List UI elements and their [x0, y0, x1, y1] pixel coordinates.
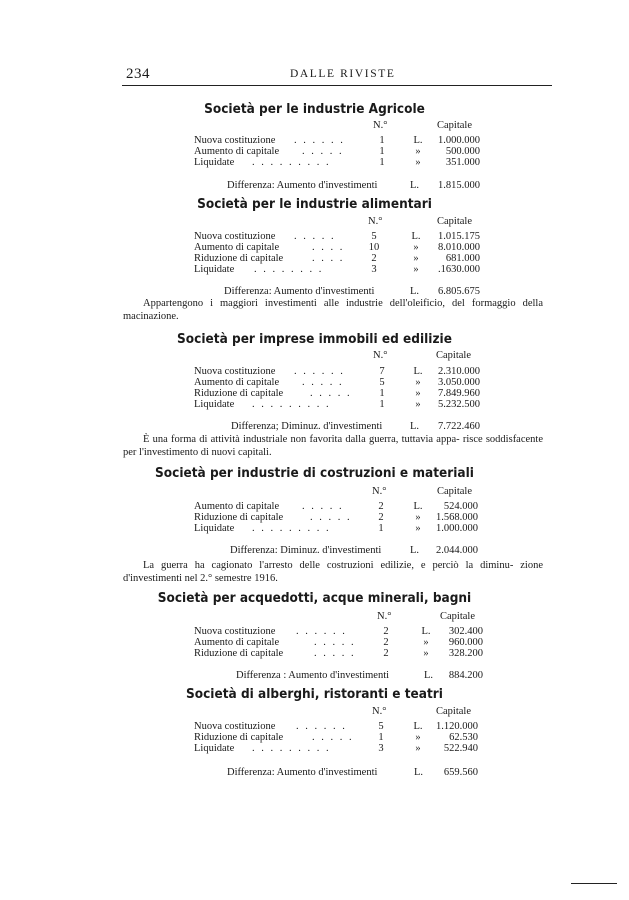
footer-rule: [571, 883, 617, 884]
column-header-number: N.°: [373, 350, 388, 361]
row-amount: 2.310.000: [438, 366, 480, 377]
difference-amount: 7.722.460: [438, 421, 480, 432]
table-row: [0, 501, 629, 512]
column-header-capital: Capitale: [436, 350, 471, 361]
difference-currency: L.: [410, 180, 420, 191]
row-label: Nuova costituzione: [194, 135, 276, 146]
row-currency: »: [413, 242, 419, 253]
row-currency: L.: [413, 366, 423, 377]
row-count: 3: [371, 264, 377, 275]
row-currency: »: [415, 399, 421, 410]
row-amount: 62.530: [449, 732, 478, 743]
table-row: [0, 157, 629, 168]
row-label: Riduzione di capitale: [194, 388, 284, 399]
row-currency: »: [413, 253, 419, 264]
row-count: 5: [379, 377, 385, 388]
column-header-number: N.°: [377, 611, 392, 622]
difference-currency: L.: [410, 421, 420, 432]
row-label: Riduzione di capitale: [194, 253, 284, 264]
row-label: Liquidate: [194, 523, 235, 534]
row-label: Aumento di capitale: [194, 146, 280, 157]
leader-dots: . . . . .: [314, 637, 356, 648]
row-label: Liquidate: [194, 157, 235, 168]
row-amount: 3.050.000: [438, 377, 480, 388]
row-count: 1: [379, 146, 385, 157]
row-label: Liquidate: [194, 743, 235, 754]
difference-amount: 1.815.000: [438, 180, 480, 191]
row-amount: 302.400: [448, 626, 483, 637]
section-title-acquedotti: Società per acquedotti, acque minerali, bagni: [157, 590, 472, 606]
row-label: Riduzione di capitale: [194, 648, 284, 659]
column-header-capital: Capitale: [437, 216, 472, 227]
row-amount: 1.000.000: [436, 523, 478, 534]
row-count: 3: [378, 743, 384, 754]
table-row: [0, 264, 629, 275]
row-count: 10: [368, 242, 380, 253]
difference-label: Differenza : Aumento d'investimenti: [236, 670, 390, 681]
difference-label: Differenza: Diminuz. d'investimenti: [230, 545, 382, 556]
leader-dots: . . . .: [312, 242, 345, 253]
row-currency: »: [415, 157, 421, 168]
paragraph: La guerra ha cagionato l'arresto delle costruzioni edilizie, e perciò la diminu- zione d'investimenti nel 2.° semestre 1916.: [123, 560, 543, 584]
row-amount: 1.015.175: [438, 231, 480, 242]
row-amount: 500.000: [445, 146, 480, 157]
leader-dots: . . . . . .: [296, 721, 347, 732]
table-row: [0, 648, 629, 659]
row-count: 2: [383, 648, 389, 659]
difference-label: Differenza: Aumento d'investimenti: [227, 180, 378, 191]
row-currency: »: [413, 264, 419, 275]
row-count: 5: [371, 231, 377, 242]
difference-label: Differenza: Aumento d'investimenti: [227, 767, 378, 778]
row-count: 5: [378, 721, 384, 732]
row-label: Nuova costituzione: [194, 366, 276, 377]
row-currency: L.: [413, 501, 423, 512]
row-amount: 1.568.000: [436, 512, 478, 523]
row-count: 2: [378, 501, 384, 512]
table-row: [0, 366, 629, 377]
leader-dots: . . . . .: [310, 388, 352, 399]
row-amount: 524.000: [443, 501, 478, 512]
leader-dots: . . . . . .: [294, 135, 345, 146]
leader-dots: . . . . . . . .: [254, 264, 324, 275]
table-row: [0, 146, 629, 157]
leader-dots: . . . .: [312, 253, 345, 264]
row-currency: »: [415, 732, 421, 743]
table-row: [0, 626, 629, 637]
difference-amount: 884.200: [448, 670, 483, 681]
row-currency: L.: [413, 135, 423, 146]
row-count: 1: [378, 523, 384, 534]
difference-amount: 2.044.000: [436, 545, 478, 556]
leader-dots: . . . . . . . . .: [252, 399, 331, 410]
running-title: DALLE RIVISTE: [290, 68, 396, 80]
row-amount: 522.940: [443, 743, 478, 754]
difference-currency: L.: [410, 545, 420, 556]
column-header-capital: Capitale: [440, 611, 475, 622]
row-label: Riduzione di capitale: [194, 732, 284, 743]
row-count: 1: [378, 732, 384, 743]
row-amount: 328.200: [448, 648, 483, 659]
table-row: [0, 135, 629, 146]
column-header-number: N.°: [373, 120, 388, 131]
section-title-costruzioni: Società per industrie di costruzioni e materiali: [155, 465, 474, 481]
difference-currency: L.: [414, 767, 424, 778]
row-label: Aumento di capitale: [194, 377, 280, 388]
table-row: [0, 637, 629, 648]
row-label: Nuova costituzione: [194, 721, 276, 732]
row-count: 7: [379, 366, 385, 377]
table-row: [0, 721, 629, 732]
section-title-alimentari: Società per le industrie alimentari: [197, 196, 432, 212]
row-label: Aumento di capitale: [194, 501, 280, 512]
column-header-number: N.°: [372, 486, 387, 497]
column-header-capital: Capitale: [437, 486, 472, 497]
column-header-capital: Capitale: [437, 120, 472, 131]
row-amount: 8.010.000: [438, 242, 480, 253]
leader-dots: . . . . .: [294, 231, 336, 242]
row-label: Liquidate: [194, 264, 235, 275]
leader-dots: . . . . . . . . .: [252, 523, 331, 534]
leader-dots: . . . . .: [312, 732, 354, 743]
row-amount: 1.000.000: [438, 135, 480, 146]
row-currency: »: [423, 637, 429, 648]
column-header-number: N.°: [372, 706, 387, 717]
header-rule: [122, 85, 552, 86]
table-row: [0, 377, 629, 388]
leader-dots: . . . . . .: [294, 366, 345, 377]
row-currency: »: [415, 523, 421, 534]
row-currency: »: [415, 512, 421, 523]
row-label: Aumento di capitale: [194, 637, 280, 648]
row-label: Aumento di capitale: [194, 242, 280, 253]
difference-currency: L.: [424, 670, 434, 681]
leader-dots: . . . . .: [302, 377, 344, 388]
leader-dots: . . . . .: [302, 146, 344, 157]
row-count: 2: [378, 512, 384, 523]
row-currency: L.: [421, 626, 431, 637]
row-currency: L.: [413, 721, 423, 732]
table-row: [0, 523, 629, 534]
row-label: Nuova costituzione: [194, 626, 276, 637]
difference-label: Differenza: Aumento d'investimenti: [224, 286, 375, 297]
row-label: Nuova costituzione: [194, 231, 276, 242]
row-currency: »: [423, 648, 429, 659]
row-amount: .1630.000: [438, 264, 480, 275]
section-title-immobili: Società per imprese immobili ed edilizie: [177, 331, 452, 347]
table-row: [0, 253, 629, 264]
leader-dots: . . . . .: [302, 501, 344, 512]
row-currency: »: [415, 743, 421, 754]
row-label: Liquidate: [194, 399, 235, 410]
row-count: 2: [371, 253, 377, 264]
table-row: [0, 388, 629, 399]
table-row: [0, 732, 629, 743]
leader-dots: . . . . . .: [296, 626, 347, 637]
row-count: 1: [379, 157, 385, 168]
difference-currency: L.: [410, 286, 420, 297]
page-header: [122, 64, 552, 86]
row-amount: 1.120.000: [436, 721, 478, 732]
table-row: [0, 242, 629, 253]
table-row: [0, 231, 629, 242]
leader-dots: . . . . .: [314, 648, 356, 659]
row-label: Riduzione di capitale: [194, 512, 284, 523]
row-amount: 960.000: [448, 637, 483, 648]
row-currency: L.: [411, 231, 421, 242]
difference-label: Differenza; Diminuz. d'investimenti: [231, 421, 383, 432]
row-amount: 681.000: [445, 253, 480, 264]
paragraph: È una forma di attività industriale non favorita dalla guerra, tuttavia appa- risce soddisfacente per l'investimento di nuovi capitali.: [123, 434, 543, 458]
section-title-agricole: Società per le industrie Agricole: [204, 101, 425, 117]
section-title-alberghi: Società di alberghi, ristoranti e teatri: [186, 686, 443, 702]
row-currency: »: [415, 377, 421, 388]
row-amount: 7.849.960: [438, 388, 480, 399]
row-count: 2: [383, 637, 389, 648]
paragraph: Appartengono i maggiori investimenti alle industrie dell'oleificio, del formaggio della macinazione.: [123, 298, 543, 322]
row-currency: »: [415, 388, 421, 399]
column-header-number: N.°: [368, 216, 383, 227]
page-number: 234: [126, 66, 150, 82]
table-row: [0, 743, 629, 754]
leader-dots: . . . . .: [310, 512, 352, 523]
table-row: [0, 399, 629, 410]
table-row: [0, 512, 629, 523]
leader-dots: . . . . . . . . .: [252, 157, 331, 168]
row-count: 1: [379, 388, 385, 399]
row-count: 2: [383, 626, 389, 637]
row-amount: 351.000: [445, 157, 480, 168]
leader-dots: . . . . . . . . .: [252, 743, 331, 754]
row-count: 1: [379, 135, 385, 146]
difference-amount: 659.560: [443, 767, 478, 778]
row-count: 1: [379, 399, 385, 410]
difference-amount: 6.805.675: [438, 286, 480, 297]
column-header-capital: Capitale: [436, 706, 471, 717]
row-currency: »: [415, 146, 421, 157]
row-amount: 5.232.500: [438, 399, 480, 410]
